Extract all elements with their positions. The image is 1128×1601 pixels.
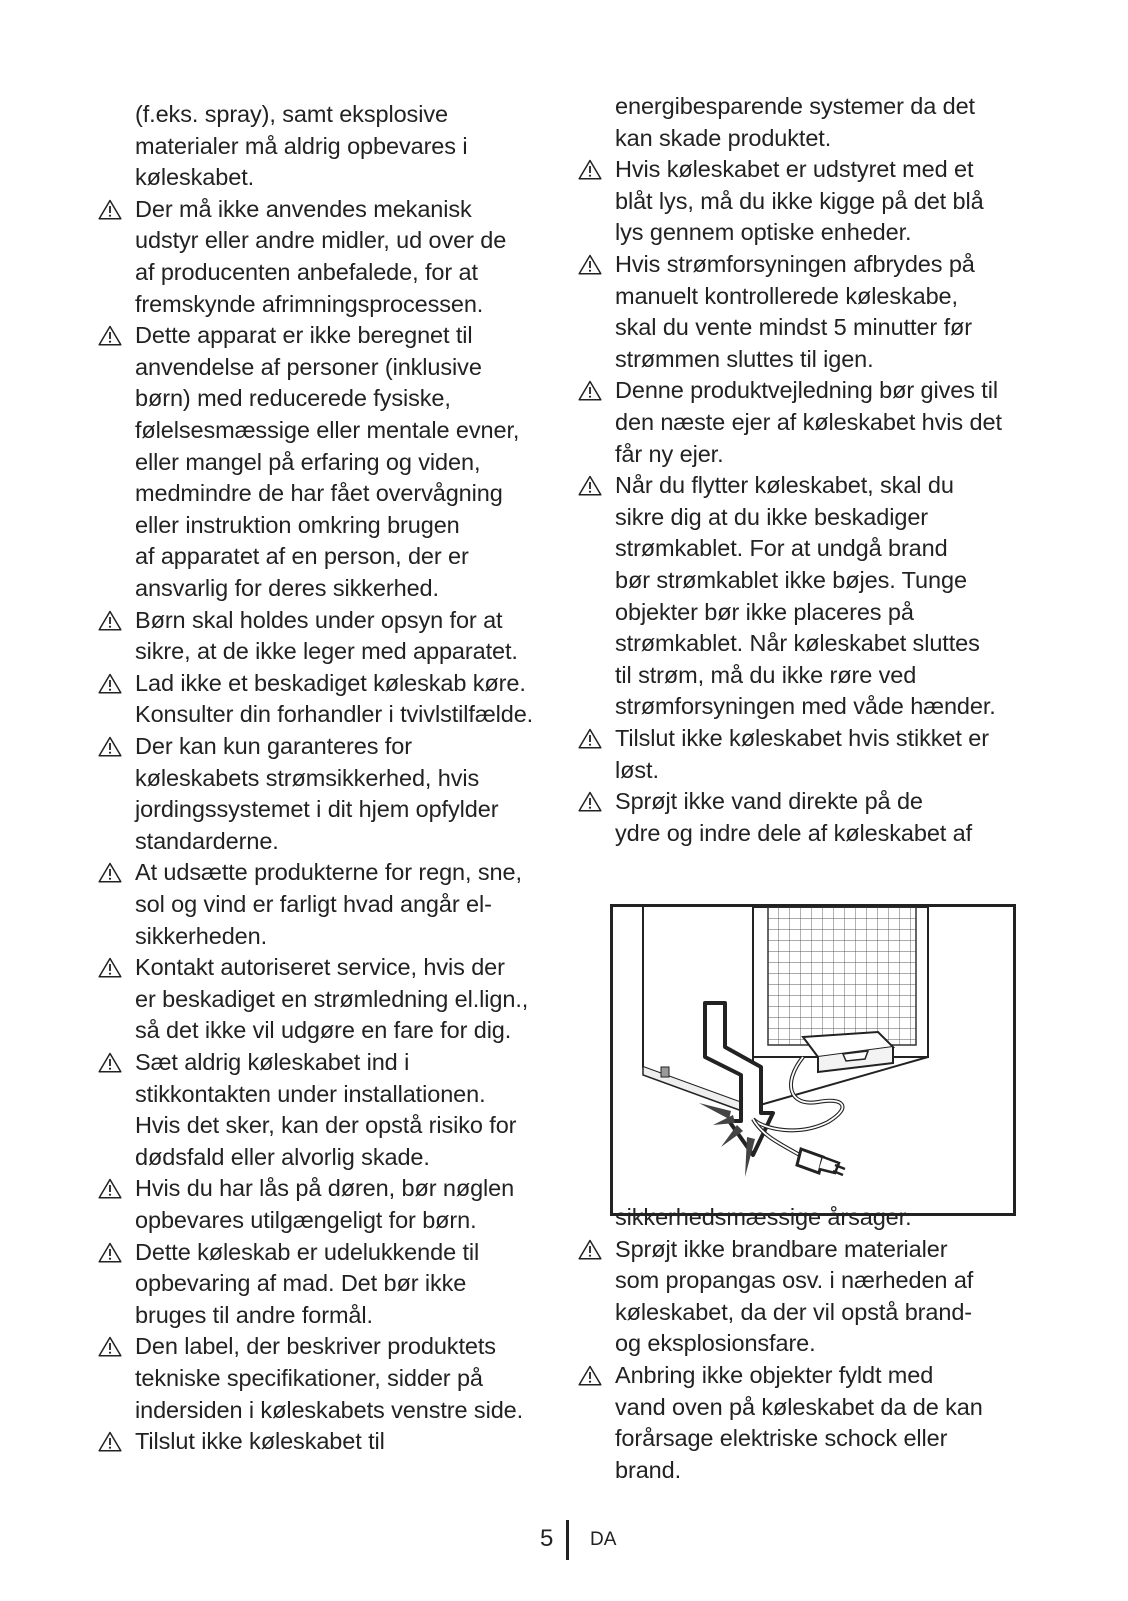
line-text: som propangas osv. i nærheden af [615,1267,974,1294]
line-text: sikre, at de ikke leger med apparatet. [135,638,518,665]
warning-triangle-icon [578,380,602,401]
line-text: Lad ikke et beskadiget køleskab køre. [135,669,526,696]
line-text: Tilslut ikke køleskabet til [135,1428,385,1455]
warning-triangle-icon [98,1052,122,1073]
line-text: følelsesmæssige eller mentale evner, [135,417,520,443]
line-text: Der må ikke anvendes mekanisk [135,195,472,222]
line-text: brand. [615,1456,682,1483]
line-text: Hvis strømforsyningen afbrydes på [615,251,975,277]
line-text: stikkontakten under installationen. [135,1080,486,1107]
line-text: opbevaring af mad. Det bør ikke [135,1270,467,1297]
line-text: køleskabet, da der vil opstå brand- [615,1298,973,1325]
warning-triangle-icon [578,159,602,180]
line-text: udstyr eller andre midler, ud over de [135,227,507,254]
line-text: Hvis det sker, kan der opstå risiko for [135,1112,517,1139]
line-text: så det ikke vil udgøre en fare for dig. [135,1017,512,1044]
warning-triangle-icon [98,325,122,346]
line-text: medmindre de har fået overvågning [135,480,503,507]
warning-triangle-icon [98,199,122,220]
warning-triangle-icon [98,1178,122,1199]
line-text: opbevares utilgængeligt for børn. [135,1207,477,1233]
page-number: 5 [540,1525,554,1552]
line-text: Den label, der beskriver produktets [135,1333,496,1360]
warning-triangle-icon [98,957,122,978]
line-text: eller instruktion omkring brugen [135,511,460,538]
line-text: børn) med reducerede fysiske, [135,385,451,412]
line-text: strømkablet. For at undgå brand [615,535,948,562]
line-text: kan skade produktet. [615,124,832,151]
warning-triangle-icon [578,475,602,496]
illustration-fridge-cable-hazard [610,904,1016,1216]
line-text: får ny ejer. [615,440,724,467]
line-text: den næste ejer af køleskabet hvis det [615,409,1002,435]
line-text: strømmen sluttes til igen. [615,345,874,372]
line-text: At udsætte produkterne for regn, sne, [135,859,522,886]
line-text: tekniske specifikationer, sidder på [135,1365,483,1391]
line-text: sikre dig at du ikke beskadiger [615,503,929,530]
line-text: bruges til andre formål. [135,1301,373,1328]
line-text: sikkerhedsmæssige årsager. [615,1204,912,1230]
fridge-illustration-svg [613,907,1013,1213]
line-text: af apparatet af en person, der er [135,543,469,570]
warning-triangle-icon [98,1336,122,1357]
line-text: af producenten anbefalede, for at [135,259,478,285]
line-text: Dette apparat er ikke beregnet til [135,322,473,349]
line-text: køleskabet. [135,164,255,191]
line-text: og eksplosionsfare. [615,1330,816,1357]
line-text: strømkablet. Når køleskabet sluttes [615,630,980,657]
line-text: skal du vente mindst 5 minutter før [615,314,972,341]
line-text: manuelt kontrollerede køleskabe, [615,282,958,309]
line-text: jordingssystemet i dit hjem opfylder [135,796,499,823]
warning-triangle-icon [98,610,122,631]
line-text: energibesparende systemer da det [615,93,975,119]
line-text: lys gennem optiske enheder. [615,219,912,246]
warning-triangle-icon [98,736,122,757]
line-text: Konsulter din forhandler i tvivlstilfælde. [135,701,534,728]
warning-triangle-icon [578,728,602,749]
line-text: fremskynde afrimningsprocessen. [135,290,484,317]
line-text: Børn skal holdes under opsyn for at [135,606,503,633]
line-text: vand oven på køleskabet da de kan [615,1393,983,1420]
line-text: Sæt aldrig køleskabet ind i [135,1049,410,1075]
language-code: DA [590,1529,617,1550]
line-text: Hvis du har lås på døren, bør nøglen [135,1175,515,1202]
warning-triangle-icon [98,1431,122,1452]
line-text: Hvis køleskabet er udstyret med et [615,156,974,183]
line-text: Sprøjt ikke brandbare materialer [615,1235,948,1262]
line-text: dødsfald eller alvorlig skade. [135,1143,430,1170]
line-text: materialer må aldrig opbevares i [135,132,468,159]
line-text: løst. [615,756,659,783]
warning-triangle-icon [98,673,122,694]
line-text: bør strømkablet ikke bøjes. Tunge [615,567,967,593]
line-text: Kontakt autoriseret service, hvis der [135,954,505,981]
line-text: anvendelse af personer (inklusive [135,353,482,380]
line-text: Der kan kun garanteres for [135,733,412,759]
warning-triangle-icon [98,1242,122,1263]
line-text: til strøm, må du ikke røre ved [615,661,917,688]
line-text: sol og vind er farligt hvad angår el- [135,891,492,917]
line-text: (f.eks. spray), samt eksplosive [135,101,448,127]
line-text: Dette køleskab er udelukkende til [135,1238,480,1265]
line-text: objekter bør ikke placeres på [615,598,914,625]
warning-triangle-icon [578,1239,602,1260]
line-text: sikkerheden. [135,922,268,949]
line-text: eller mangel på erfaring og viden, [135,448,481,475]
footer-divider [566,1520,569,1560]
line-text: køleskabets strømsikkerhed, hvis [135,764,480,791]
line-text: Tilslut ikke køleskabet hvis stikket er [615,725,989,751]
line-text: ansvarlig for deres sikkerhed. [135,575,439,601]
line-text: blåt lys, må du ikke kigge på det blå [615,187,984,214]
line-text: indersiden i køleskabets venstre side. [135,1396,524,1423]
line-text: Denne produktvejledning bør gives til [615,377,998,404]
line-text: er beskadiget en strømledning el.lign., [135,985,529,1012]
line-text: Anbring ikke objekter fyldt med [615,1362,934,1388]
line-text: Når du flytter køleskabet, skal du [615,472,954,499]
line-text: strømforsyningen med våde hænder. [615,693,996,720]
warning-triangle-icon [98,862,122,883]
line-text: standarderne. [135,827,279,854]
line-text: forårsage elektriske schock eller [615,1425,948,1452]
warning-triangle-icon [578,254,602,275]
line-text: Sprøjt ikke vand direkte på de [615,788,923,815]
warning-triangle-icon [578,1365,602,1386]
warning-triangle-icon [578,791,602,812]
line-text: ydre og indre dele af køleskabet af [615,819,973,846]
